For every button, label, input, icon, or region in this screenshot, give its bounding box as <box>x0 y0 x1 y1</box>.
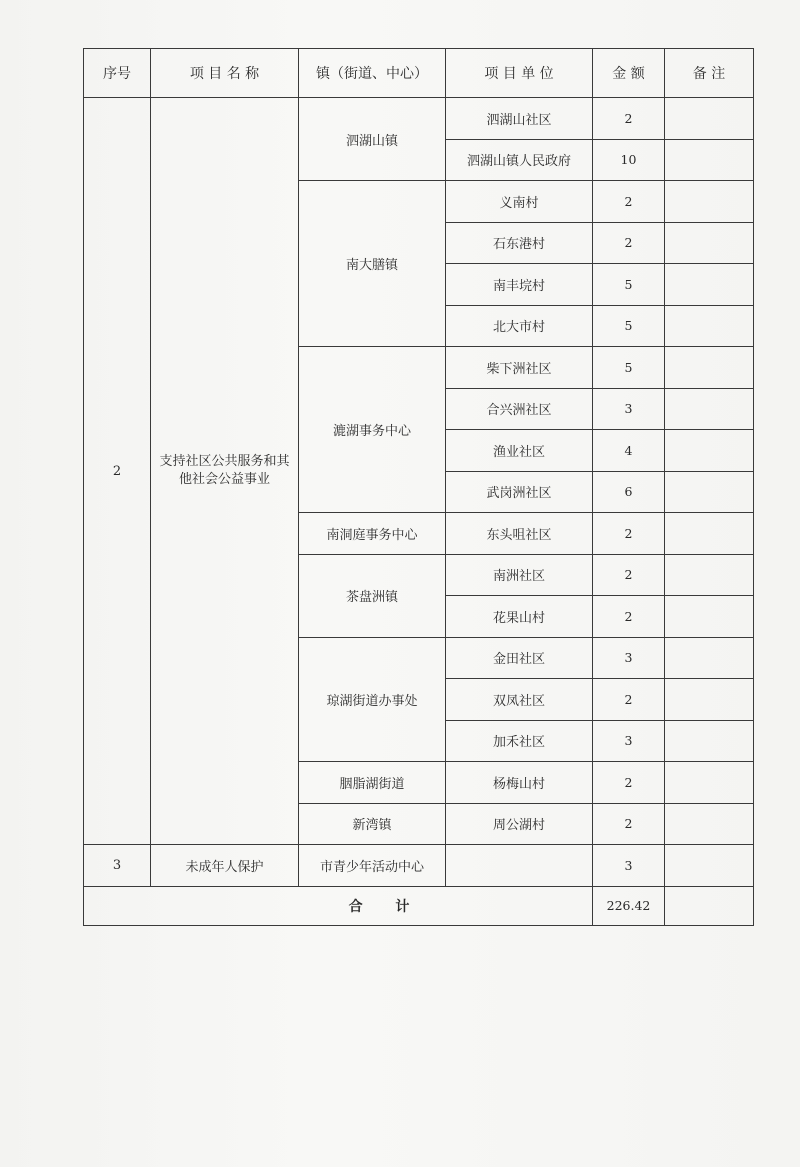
header-remark: 备 注 <box>665 49 754 98</box>
cell-amount: 5 <box>593 264 665 306</box>
cell-unit: 双凤社区 <box>446 679 593 721</box>
cell-town: 茶盘洲镇 <box>299 554 446 637</box>
cell-remark <box>665 803 754 845</box>
cell-project: 未成年人保护 <box>151 845 299 887</box>
table-body <box>84 98 754 926</box>
header-no: 序号 <box>84 49 151 98</box>
header-row <box>84 49 754 98</box>
cell-town: 南洞庭事务中心 <box>299 513 446 555</box>
cell-project: 支持社区公共服务和其他社会公益事业 <box>151 98 299 845</box>
cell-unit: 武岗洲社区 <box>446 471 593 513</box>
header-project: 项 目 名 称 <box>151 49 299 98</box>
cell-unit: 南洲社区 <box>446 554 593 596</box>
cell-remark <box>665 637 754 679</box>
cell-unit: 渔业社区 <box>446 430 593 472</box>
cell-unit: 杨梅山村 <box>446 762 593 804</box>
cell-unit <box>446 845 593 887</box>
cell-town: 新湾镇 <box>299 803 446 845</box>
cell-remark <box>665 305 754 347</box>
cell-unit: 石东港村 <box>446 222 593 264</box>
cell-unit: 南丰垸村 <box>446 264 593 306</box>
cell-amount: 2 <box>593 98 665 140</box>
cell-remark <box>665 388 754 430</box>
cell-remark <box>665 679 754 721</box>
total-label: 合 计 <box>84 886 593 925</box>
cell-amount: 3 <box>593 637 665 679</box>
cell-no: 2 <box>84 98 151 845</box>
cell-remark <box>665 513 754 555</box>
cell-unit: 泗湖山镇人民政府 <box>446 139 593 181</box>
cell-amount: 4 <box>593 430 665 472</box>
cell-town: 南大膳镇 <box>299 181 446 347</box>
cell-amount: 10 <box>593 139 665 181</box>
cell-amount: 2 <box>593 181 665 223</box>
cell-remark <box>665 762 754 804</box>
cell-no: 3 <box>84 845 151 887</box>
cell-remark <box>665 347 754 389</box>
cell-remark <box>665 98 754 140</box>
cell-unit: 周公湖村 <box>446 803 593 845</box>
cell-town: 漉湖事务中心 <box>299 347 446 513</box>
cell-amount: 2 <box>593 554 665 596</box>
table-row <box>84 98 754 140</box>
cell-unit: 东头咀社区 <box>446 513 593 555</box>
cell-remark <box>665 264 754 306</box>
cell-remark <box>665 471 754 513</box>
allocation-table <box>83 48 754 926</box>
cell-amount: 2 <box>593 679 665 721</box>
cell-unit: 加禾社区 <box>446 720 593 762</box>
cell-remark <box>665 554 754 596</box>
cell-unit: 花果山村 <box>446 596 593 638</box>
cell-amount: 5 <box>593 347 665 389</box>
header-amount: 金 额 <box>593 49 665 98</box>
total-amount: 226.42 <box>593 886 665 925</box>
cell-amount: 3 <box>593 388 665 430</box>
cell-remark <box>665 886 754 925</box>
cell-town: 琼湖街道办事处 <box>299 637 446 762</box>
cell-remark <box>665 720 754 762</box>
header-town: 镇（街道、中心） <box>299 49 446 98</box>
cell-amount: 2 <box>593 222 665 264</box>
cell-remark <box>665 139 754 181</box>
total-row <box>84 886 754 925</box>
cell-town: 市青少年活动中心 <box>299 845 446 887</box>
cell-amount: 3 <box>593 845 665 887</box>
cell-town: 胭脂湖街道 <box>299 762 446 804</box>
cell-amount: 2 <box>593 762 665 804</box>
cell-amount: 3 <box>593 720 665 762</box>
cell-unit: 合兴洲社区 <box>446 388 593 430</box>
cell-remark <box>665 596 754 638</box>
cell-amount: 5 <box>593 305 665 347</box>
cell-amount: 2 <box>593 803 665 845</box>
cell-unit: 泗湖山社区 <box>446 98 593 140</box>
cell-amount: 2 <box>593 596 665 638</box>
cell-unit: 义南村 <box>446 181 593 223</box>
cell-amount: 6 <box>593 471 665 513</box>
cell-unit: 金田社区 <box>446 637 593 679</box>
cell-remark <box>665 222 754 264</box>
cell-remark <box>665 845 754 887</box>
table-row <box>84 845 754 887</box>
cell-amount: 2 <box>593 513 665 555</box>
cell-remark <box>665 430 754 472</box>
cell-unit: 柴下洲社区 <box>446 347 593 389</box>
cell-town: 泗湖山镇 <box>299 98 446 181</box>
cell-remark <box>665 181 754 223</box>
header-unit: 项 目 单 位 <box>446 49 593 98</box>
cell-unit: 北大市村 <box>446 305 593 347</box>
